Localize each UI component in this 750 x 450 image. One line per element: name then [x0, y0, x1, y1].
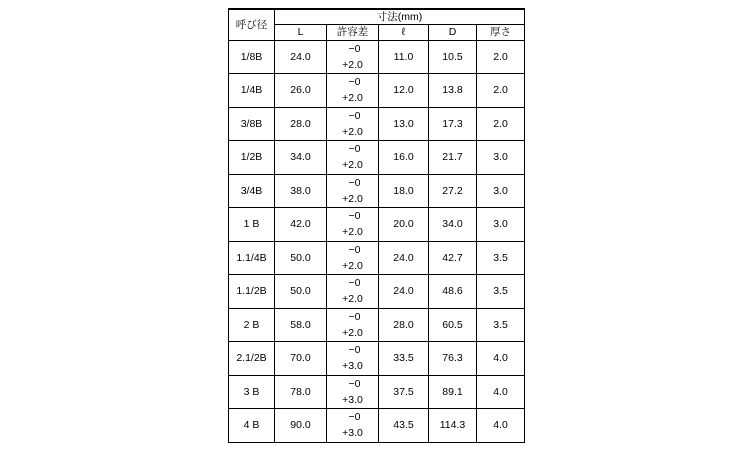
tolerance-minus: −0: [348, 243, 361, 256]
cell-D: 13.8: [429, 74, 477, 108]
cell-tolerance: [327, 342, 379, 376]
header-dimensions-label: 寸法(mm): [376, 10, 423, 23]
cell-D: 114.3: [429, 409, 477, 443]
tolerance-plus: +2.0: [342, 92, 363, 105]
cell-l: 37.5: [379, 375, 429, 409]
cell-nominal-size: 2 B: [229, 308, 275, 342]
cell-nominal-size: 3/8B: [229, 107, 275, 141]
table-row: [229, 308, 525, 342]
table-row: [229, 208, 525, 242]
table-row: [229, 107, 525, 141]
cell-D: 10.5: [429, 40, 477, 74]
cell-D: 76.3: [429, 342, 477, 376]
cell-L: 24.0: [275, 40, 327, 74]
header-nominal-size-label: 呼び径: [235, 18, 268, 31]
header-row-group: [229, 9, 525, 24]
cell-l: 43.5: [379, 409, 429, 443]
cell-D: 48.6: [429, 275, 477, 309]
table-row: [229, 174, 525, 208]
header-col-D: D: [429, 24, 477, 40]
tolerance-stack: [327, 141, 378, 173]
cell-thickness: 4.0: [477, 375, 525, 409]
cell-thickness: 3.5: [477, 241, 525, 275]
tolerance-plus: +2.0: [342, 125, 363, 138]
cell-tolerance: [327, 74, 379, 108]
cell-tolerance: [327, 208, 379, 242]
tolerance-plus: +3.0: [342, 427, 363, 440]
header-col-L: L: [275, 24, 327, 40]
tolerance-stack: [327, 242, 378, 274]
cell-tolerance: [327, 308, 379, 342]
cell-l: 13.0: [379, 107, 429, 141]
table-row: [229, 74, 525, 108]
header-dimensions: [275, 9, 525, 24]
cell-thickness: 3.0: [477, 174, 525, 208]
cell-nominal-size: 1.1/2B: [229, 275, 275, 309]
tolerance-stack: [327, 309, 378, 341]
cell-L: 50.0: [275, 241, 327, 275]
cell-nominal-size: 3 B: [229, 375, 275, 409]
cell-tolerance: [327, 375, 379, 409]
tolerance-minus: −0: [348, 176, 361, 189]
tolerance-minus: −0: [348, 310, 361, 323]
tolerance-plus: +2.0: [342, 259, 363, 272]
cell-thickness: 3.5: [477, 308, 525, 342]
cell-l: 28.0: [379, 308, 429, 342]
cell-D: 60.5: [429, 308, 477, 342]
tolerance-plus: +2.0: [342, 293, 363, 306]
cell-tolerance: [327, 409, 379, 443]
cell-tolerance: [327, 174, 379, 208]
cell-nominal-size: 4 B: [229, 409, 275, 443]
tolerance-stack: [327, 376, 378, 408]
cell-l: 24.0: [379, 275, 429, 309]
table-row: [229, 275, 525, 309]
cell-l: 24.0: [379, 241, 429, 275]
cell-L: 58.0: [275, 308, 327, 342]
cell-D: 17.3: [429, 107, 477, 141]
tolerance-plus: +3.0: [342, 393, 363, 406]
tolerance-minus: −0: [348, 377, 361, 390]
tolerance-stack: [327, 74, 378, 106]
cell-L: 70.0: [275, 342, 327, 376]
cell-thickness: 4.0: [477, 342, 525, 376]
table-row: [229, 40, 525, 74]
cell-thickness: 3.5: [477, 275, 525, 309]
cell-L: 78.0: [275, 375, 327, 409]
cell-tolerance: [327, 241, 379, 275]
tolerance-stack: [327, 175, 378, 207]
cell-nominal-size: 1.1/4B: [229, 241, 275, 275]
tolerance-stack: [327, 108, 378, 140]
cell-nominal-size: 1/4B: [229, 74, 275, 108]
tolerance-stack: [327, 409, 378, 441]
cell-D: 34.0: [429, 208, 477, 242]
cell-L: 34.0: [275, 141, 327, 175]
table-row: [229, 409, 525, 443]
cell-L: 50.0: [275, 275, 327, 309]
tolerance-stack: [327, 208, 378, 240]
cell-D: 27.2: [429, 174, 477, 208]
cell-thickness: 3.0: [477, 208, 525, 242]
cell-thickness: 2.0: [477, 74, 525, 108]
tolerance-plus: +2.0: [342, 58, 363, 71]
tolerance-stack: [327, 342, 378, 374]
tolerance-minus: −0: [348, 143, 361, 156]
cell-nominal-size: 1/2B: [229, 141, 275, 175]
tolerance-plus: +2.0: [342, 326, 363, 339]
cell-L: 38.0: [275, 174, 327, 208]
cell-L: 28.0: [275, 107, 327, 141]
tolerance-plus: +3.0: [342, 360, 363, 373]
cell-L: 42.0: [275, 208, 327, 242]
cell-nominal-size: 3/4B: [229, 174, 275, 208]
cell-l: 33.5: [379, 342, 429, 376]
cell-l: 11.0: [379, 40, 429, 74]
cell-tolerance: [327, 40, 379, 74]
cell-l: 20.0: [379, 208, 429, 242]
cell-thickness: 3.0: [477, 141, 525, 175]
cell-nominal-size: 2.1/2B: [229, 342, 275, 376]
cell-D: 89.1: [429, 375, 477, 409]
dimension-table: [228, 8, 525, 443]
cell-L: 90.0: [275, 409, 327, 443]
tolerance-minus: −0: [348, 109, 361, 122]
table-row: [229, 241, 525, 275]
tolerance-plus: +2.0: [342, 226, 363, 239]
tolerance-stack: [327, 41, 378, 73]
tolerance-minus: −0: [348, 411, 361, 424]
cell-tolerance: [327, 275, 379, 309]
table-row: [229, 342, 525, 376]
cell-L: 26.0: [275, 74, 327, 108]
cell-tolerance: [327, 141, 379, 175]
table-row: [229, 375, 525, 409]
table-row: [229, 141, 525, 175]
tolerance-minus: −0: [348, 210, 361, 223]
tolerance-minus: −0: [348, 42, 361, 55]
tolerance-minus: −0: [348, 277, 361, 290]
cell-l: 18.0: [379, 174, 429, 208]
cell-D: 21.7: [429, 141, 477, 175]
tolerance-plus: +2.0: [342, 159, 363, 172]
tolerance-plus: +2.0: [342, 192, 363, 205]
cell-nominal-size: 1/8B: [229, 40, 275, 74]
tolerance-minus: −0: [348, 344, 361, 357]
cell-l: 12.0: [379, 74, 429, 108]
tolerance-minus: −0: [348, 76, 361, 89]
header-nominal-size: [229, 9, 275, 40]
cell-thickness: 2.0: [477, 40, 525, 74]
tolerance-stack: [327, 275, 378, 307]
cell-thickness: 4.0: [477, 409, 525, 443]
header-col-tolerance: 許容差: [327, 24, 379, 40]
cell-tolerance: [327, 107, 379, 141]
cell-D: 42.7: [429, 241, 477, 275]
header-col-l: ℓ: [379, 24, 429, 40]
header-col-thickness: 厚さ: [477, 24, 525, 40]
cell-l: 16.0: [379, 141, 429, 175]
cell-nominal-size: 1 B: [229, 208, 275, 242]
cell-thickness: 2.0: [477, 107, 525, 141]
